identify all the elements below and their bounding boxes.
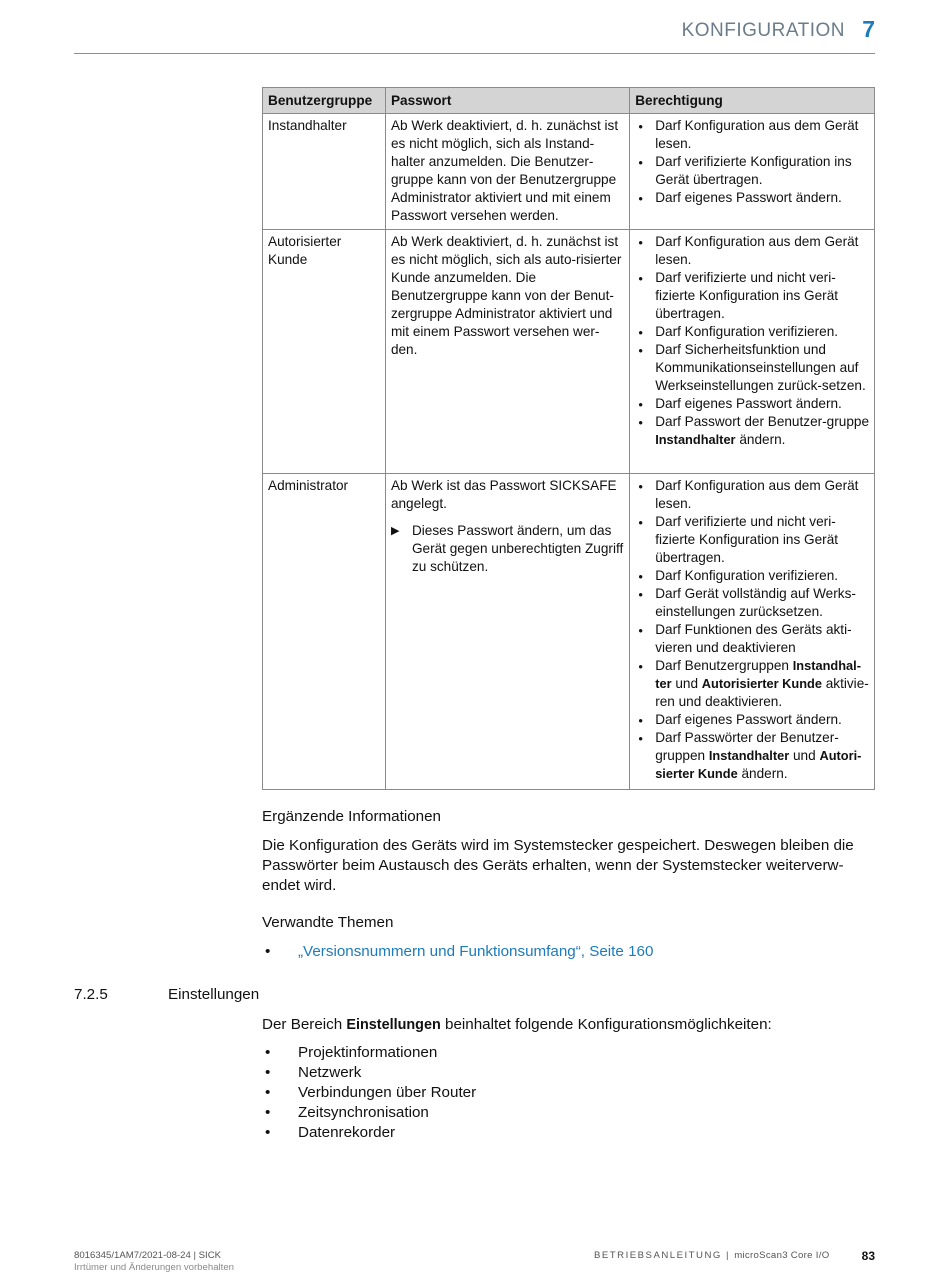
group-cell: Autorisierter Kunde	[263, 230, 386, 474]
list-item: ● Darf Konfiguration aus dem Gerät lesen.	[635, 117, 869, 153]
list-item: ● Darf eigenes Passwort ändern.	[635, 395, 869, 413]
text-part: Darf Benutzergruppen	[655, 658, 793, 673]
triangle-right-icon: ▶	[390, 525, 400, 537]
table-header-row	[263, 88, 875, 114]
table-row	[263, 474, 875, 790]
product-name: microScan3 Core I/O	[734, 1250, 830, 1261]
text-part: und	[789, 748, 820, 763]
chapter-title: KONFIGURATION	[681, 20, 845, 41]
doc-id: 8016345/1AM7/2021-08-24 | SICK	[74, 1250, 222, 1261]
list-item: ● Darf Konfiguration aus dem Gerät lesen.	[635, 477, 869, 513]
group-cell: Instandhalter	[263, 114, 386, 230]
supplementary-info	[262, 807, 875, 896]
page-number: 83	[861, 1249, 875, 1263]
list-item: ● Darf eigenes Passwort ändern.	[635, 711, 869, 729]
settings-section	[262, 1015, 875, 1143]
list-item: ● Darf Konfiguration aus dem Gerät lesen.	[635, 233, 869, 269]
text-part: beinhaltet folgende Konfigurationsmöglichkeiten:	[440, 1016, 772, 1033]
supplementary-text: Die Konfiguration des Geräts wird im Systemstecker gespeichert. Deswegen bleiben die Passwörter beim Austausch des Geräts erhalten, wenn der Systemstecker weiterverw-endet wird.	[262, 837, 854, 894]
list-item: • Netzwerk	[262, 1063, 875, 1083]
section-title: Einstellungen	[168, 986, 260, 1003]
list-item	[635, 657, 869, 711]
list-item: • Datenrekorder	[262, 1123, 875, 1143]
permissions-table	[262, 87, 875, 790]
list-item: • Projektinformationen	[262, 1043, 875, 1063]
list-item: ● Darf verifizierte Konfiguration ins Gerät übertragen.	[635, 153, 869, 189]
page-header	[74, 14, 875, 54]
list-item	[635, 413, 869, 449]
list-item: ● Darf eigenes Passwort ändern.	[635, 189, 869, 207]
password-cell	[385, 474, 629, 790]
bold-term: Autori-sierter Kunde	[655, 748, 862, 781]
list-item: • Zeitsynchronisation	[262, 1103, 875, 1123]
instruction-step	[391, 522, 624, 576]
text-part: Darf Passwort der Benutzer-gruppe	[655, 414, 870, 429]
permission-cell	[630, 474, 875, 790]
text-part: Der Bereich	[262, 1016, 347, 1033]
group-cell: Administrator	[263, 474, 386, 790]
related-topics	[262, 913, 875, 962]
password-text: Ab Werk ist das Passwort SICKSAFE angelegt.	[390, 478, 617, 511]
footer-manual	[594, 1250, 829, 1261]
list-item: ● Darf Funktionen des Geräts akti-vieren und deaktivieren	[635, 621, 869, 657]
text-part: ändern.	[737, 766, 788, 781]
supplementary-heading: Ergänzende Informationen	[262, 808, 441, 825]
password-cell: Ab Werk deaktiviert, d. h. zunächst ist es nicht möglich, sich als Instand-halter anzumelden. Die Benutzer-gruppe kann von der Benutzergruppe Administrator aktiviert und mit einem Passwort versehen werden.	[385, 114, 629, 230]
text-part: Darf Passwörter der Benutzer-gruppen	[655, 730, 839, 763]
related-link-item[interactable]	[262, 942, 875, 962]
list-item: ● Darf Konfiguration verifizieren.	[635, 323, 869, 341]
related-link[interactable]: „Versionsnummern und Funktionsumfang“, Seite 160	[298, 943, 654, 960]
bold-term: Instandhalter	[708, 748, 790, 763]
list-item: ● Darf Sicherheitsfunktion und Kommunikationseinstellungen auf Werkseinstellungen zurück-setzen.	[635, 341, 869, 395]
table-row	[263, 230, 875, 474]
column-header-permission: Berechtigung	[630, 88, 875, 114]
disclaimer: Irrtümer und Änderungen vorbehalten	[74, 1262, 234, 1273]
list-item	[635, 729, 869, 783]
text-part: ändern.	[735, 432, 786, 447]
text-part: aktivie-ren und deaktivieren.	[655, 676, 869, 709]
instruction-text: Dieses Passwort ändern, um das Gerät gegen unberechtigten Zugriff zu schützen.	[411, 523, 624, 574]
section-number: 7.2.5	[74, 986, 108, 1003]
chapter-number: 7	[862, 16, 875, 42]
manual-label: BETRIEBSANLEITUNG |	[594, 1250, 731, 1261]
text-part: und	[671, 676, 702, 691]
column-header-group: Benutzergruppe	[263, 88, 386, 114]
list-item: ● Darf Konfiguration verifizieren.	[635, 567, 869, 585]
permission-cell	[630, 114, 875, 230]
list-item: ● Darf verifizierte und nicht veri-fizierte Konfiguration ins Gerät übertragen.	[635, 269, 869, 323]
column-header-password: Passwort	[385, 88, 629, 114]
permission-cell	[630, 230, 875, 474]
password-cell: Ab Werk deaktiviert, d. h. zunächst ist es nicht möglich, sich als auto-risierter Kunde anzumelden. Die Benutzergruppe kann von der Benut-zergruppe Administrator aktiviert und mit einem Passwort versehen wer-den.	[385, 230, 629, 474]
list-item: ● Darf verifizierte und nicht veri-fizierte Konfiguration ins Gerät übertragen.	[635, 513, 869, 567]
footer-left	[74, 1250, 234, 1274]
bold-term: Instandhal-ter	[655, 658, 861, 691]
section-intro	[262, 1015, 875, 1035]
table-row	[263, 114, 875, 230]
bold-term: Einstellungen	[346, 1017, 441, 1033]
related-heading: Verwandte Themen	[262, 914, 394, 931]
list-item: • Verbindungen über Router	[262, 1083, 875, 1103]
list-item: ● Darf Gerät vollständig auf Werks-einstellungen zurücksetzen.	[635, 585, 869, 621]
bold-term: Autorisierter Kunde	[701, 676, 822, 691]
bold-term: Instandhalter	[655, 432, 736, 447]
